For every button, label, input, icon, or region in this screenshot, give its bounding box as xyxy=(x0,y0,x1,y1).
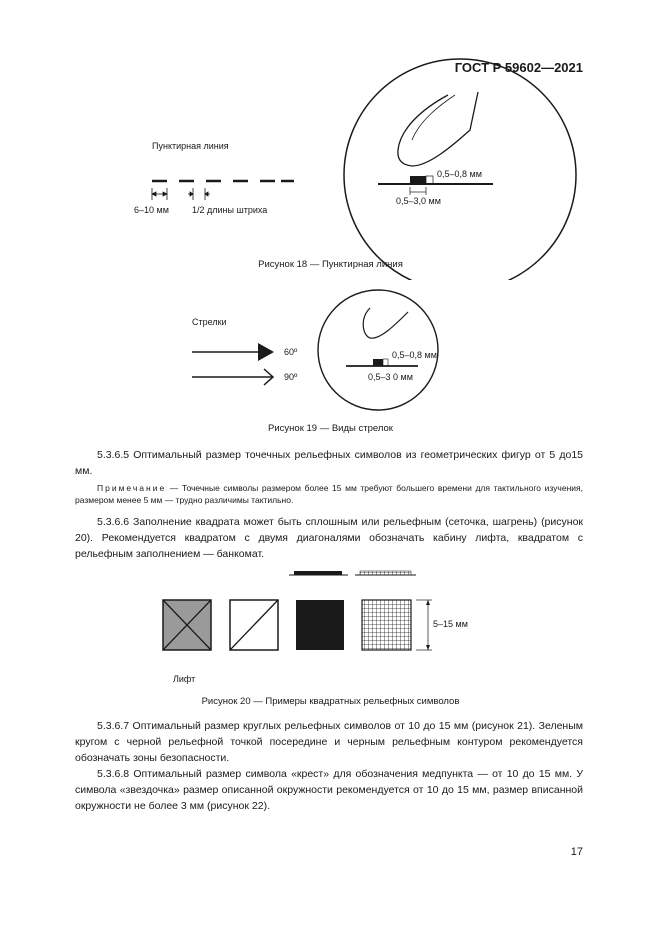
figure19-caption: Рисунок 19 — Виды стрелок xyxy=(268,423,393,434)
grid-square xyxy=(362,600,411,650)
solid-profile xyxy=(294,571,342,575)
grid-profile xyxy=(360,571,411,575)
figure18-dim-gap: 1/2 длины штриха xyxy=(192,205,268,215)
section-5365-text: 5.3.6.5 Оптимальный размер точечных рельефных символов из геометрических фигур от 5 до15 мм. xyxy=(75,449,583,477)
figure18-dim-height: 0,5–0,8 мм xyxy=(437,169,482,179)
section-5366 xyxy=(75,514,583,562)
figure19-dim-height: 0,5–0,8 мм xyxy=(392,350,437,360)
note-block xyxy=(75,482,583,506)
figure18-dim-width: 0,5–3,0 мм xyxy=(396,196,441,206)
solid-square xyxy=(296,600,344,650)
figure19-angle-60: 60º xyxy=(284,347,298,357)
section-5368 xyxy=(75,766,583,814)
figure20-drawing xyxy=(0,560,661,670)
figure19-drawing xyxy=(0,280,661,420)
figure19-angle-90: 90º xyxy=(284,372,298,382)
figure19-dim-width: 0,5–3 0 мм xyxy=(368,372,413,382)
figure18-caption: Рисунок 18 — Пунктирная линия xyxy=(258,259,403,270)
section-5366-text: 5.3.6.6 Заполнение квадрата может быть сплошным или рельефным (сеточка, шагрень) (рисунок 20). Рекомендуется квадратом с двумя диагоналями обозначать кабину лифта, квадратом с рельефным заполнением — банкомат. xyxy=(75,516,583,560)
figure20-dim-size: 5–15 мм xyxy=(433,619,468,629)
fingertip-shape xyxy=(398,92,478,166)
figure18-dim-dash: 6–10 мм xyxy=(134,205,169,215)
fingertip-shape-small xyxy=(363,308,408,338)
figure20-lift-label: Лифт xyxy=(173,674,196,684)
figure19-title: Стрелки xyxy=(192,317,227,327)
figure20-caption: Рисунок 20 — Примеры квадратных рельефных символов xyxy=(201,696,460,707)
dash-dimension xyxy=(152,188,210,200)
section-5365 xyxy=(75,447,583,479)
section-5367 xyxy=(75,718,583,766)
document-header: ГОСТ Р 59602—2021 xyxy=(454,60,583,75)
note-text: — Точечные символы размером более 15 мм требуют большего времени для тактильного изучения, размером менее 5 мм — трудно различимы тактильно. xyxy=(75,483,583,505)
section-5367-text: 5.3.6.7 Оптимальный размер круглых рельефных символов от 10 до 15 мм (рисунок 21). Зеленым кругом с черной рельефной точкой посередине и черным рельефным контуром рекомендуется обозначать зоны безопасности. xyxy=(75,720,583,764)
figure18-title: Пунктирная линия xyxy=(152,141,229,151)
page-number: 17 xyxy=(570,846,583,858)
relief-dot xyxy=(410,176,426,184)
section-5368-text: 5.3.6.8 Оптимальный размер символа «крест» для обозначения медпункта — от 10 до 15 мм. У символа «звездочка» размер описанной окружности рекомендуется от 10 до 15 мм, размер вписанной окружности не более 3 мм (рисунок 22). xyxy=(75,768,583,812)
figure18-drawing xyxy=(0,0,661,280)
note-label: Примечание xyxy=(97,483,167,493)
